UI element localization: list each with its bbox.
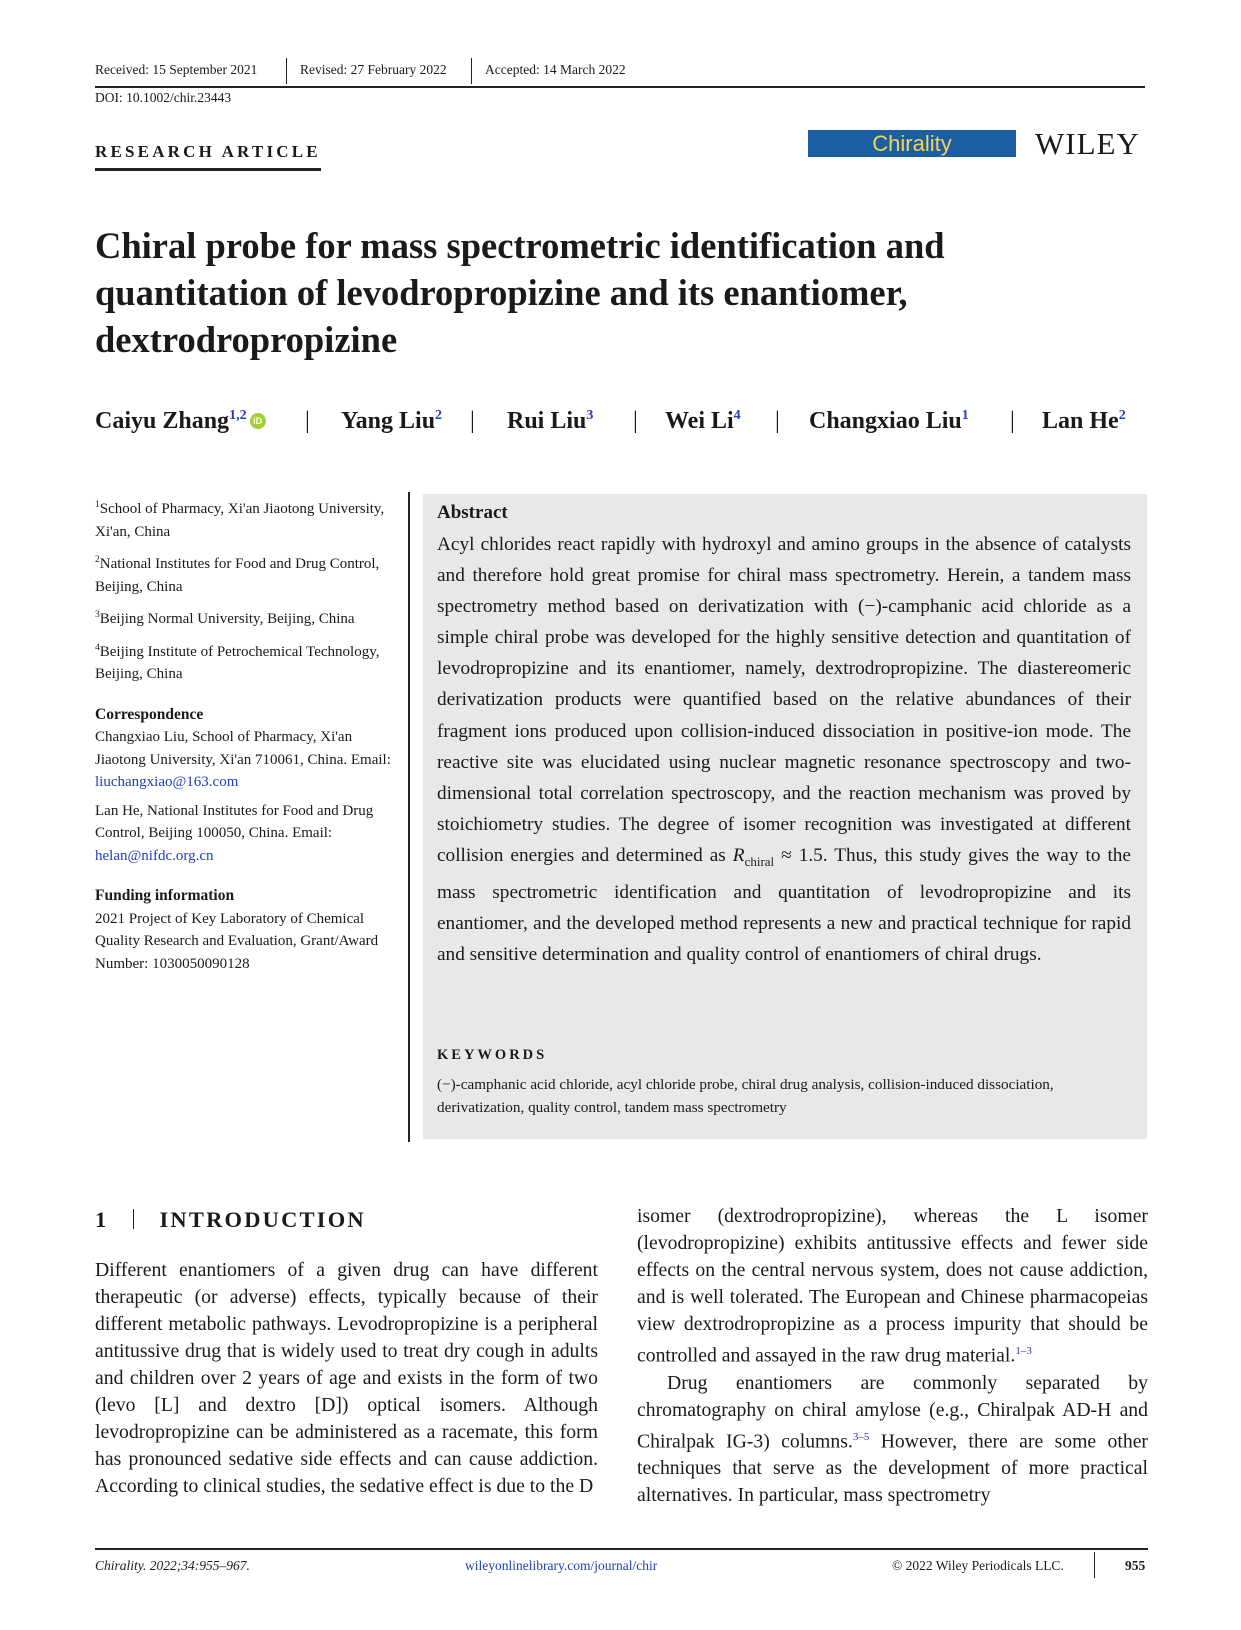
section-number: 1 [95,1207,109,1232]
affiliation: $^2$National Institutes for Food and Drug Control, Beijing, China [95,555,380,595]
footer-divider [1094,1552,1095,1578]
author[interactable]: Rui Liu$^3$ [507,408,594,434]
date-divider [471,58,472,84]
funding-heading: Funding information [95,887,235,904]
title-line: Chiral probe for mass spectrometric identification and [95,225,945,266]
intro-column-2 [637,1203,1148,1509]
affiliation: $^4$Beijing Institute of Petrochemical Technology, Beijing, China [95,642,380,682]
publication-dates [95,58,1145,88]
article-title [95,222,1155,363]
sidebar-info [95,494,395,981]
author-separator: | [633,408,638,434]
affiliation: $^3$Beijing Normal University, Beijing, China [95,610,355,627]
abstract-heading: Abstract [437,502,508,523]
author-separator: | [775,408,780,434]
title-line: dextrodropropizine [95,319,398,360]
citation: Chirality. 2022;34:955–967. [95,1558,250,1573]
page-number: 955 [1125,1558,1146,1573]
correspondence-entry: Lan He, National Institutes for Food and Drug Control, Beijing 100050, China. Email: helan@nifdc.org.cn [95,802,374,864]
author-separator: | [470,408,475,434]
keywords-heading: KEYWORDS [437,1047,548,1063]
publisher-logo: WILEY [1035,126,1140,161]
journal-logo: Chirality [808,130,1016,157]
title-line: quantitation of levodropropizine and its enantiomer, [95,272,908,313]
author[interactable]: Changxiao Liu$^1$ [809,408,969,434]
affiliation: $^1$School of Pharmacy, Xi'an Jiaotong University, Xi'an, China [95,500,385,540]
date-divider [286,58,287,84]
article-type: RESEARCH ARTICLE [95,142,321,171]
copyright: © 2022 Wiley Periodicals LLC. [892,1558,1064,1573]
email-link[interactable]: helan@nifdc.org.cn [95,847,214,864]
author-separator: | [305,408,310,434]
section-heading [95,1207,366,1233]
author[interactable]: Yang Liu$^2$ [341,408,443,434]
accepted-date: Accepted: 14 March 2022 [485,62,626,77]
reference-link[interactable]: 1–3 [1015,1345,1032,1357]
intro-column-1: Different enantiomers of a given drug can have different therapeutic (or adverse) effects, typically because of their different metabolic pathways. Levodropropizine is a peripheral antitussive drug that is widely used to treat dry cough in adults and children over 2 years of age and exists in the form of two (levo [L] and dextro [D]) optical isomers. Although levodropropizine can be administered as a racemate, this form has pronounced sedative side effects and can cause addiction. According to clinical studies, the sedative effect is due to the D [95,1259,598,1497]
abstract-box [423,494,1147,1139]
correspondence-entry: Changxiao Liu, School of Pharmacy, Xi'an Jiaotong University, Xi'an 710061, China. Email: liuchangxiao@163.com [95,729,391,790]
author[interactable]: Caiyu Zhang$^{1,2}$ iD [95,408,266,435]
journal-url[interactable]: wileyonlinelibrary.com/journal/chir [465,1558,658,1573]
received-date: Received: 15 September 2021 [95,62,258,77]
orcid-icon[interactable]: iD [250,413,266,429]
paragraph: Drug enantiomers are commonly separated by chromatography on chiral amylose (e.g., Chiralpak AD-H and Chiralpak IG-3) columns.$^{3-5}$ However, there are some other techniques that serve as the development of more practical alternatives. In particular, mass spectrometry [637,1371,1148,1507]
column-divider [408,492,410,1142]
abstract-text: Acyl chlorides react rapidly with hydroxyl and amino groups in the absence of catalysts and therefore hold great promise for chiral mass spectrometry. Herein, a tandem mass spectrometry method based on derivatization with (−)-camphanic acid chloride as a simple chiral probe was developed for the highly sensitive detection and quantitation of levodropropizine and its enantiomer, namely, dextrodropropizine. The diastereomeric derivatization products were quantified based on the relative abundances of their fragment ions produced upon collision-induced dissociation in positive-ion mode. The reactive site was elucidated using nuclear magnetic resonance spectroscopy and two-dimensional total correlation spectroscopy, and the reaction mechanism was proved by stoichiometry studies. The degree of isomer recognition was investigated at different collision energies and determined as $R_{chiral} \approx 1.5$. Thus, this study gives the way to the mass spectrometric identification and quantitation of levodropropizine and its enantiomer, and the developed method represents a new and practical technique for rapid and sensitive determination and quality control of enantiomers of chiral drugs. [437,534,1131,966]
reference-link[interactable]: 3–5 [852,1430,870,1443]
paragraph: isomer (dextrodropropizine), whereas the L isomer (levodropropizine) exhibits antitussive effects and fewer side effects on the central nervous system, does not cause addiction, and is well tolerated. The European and Chinese pharmacopeias view dextrodropropizine as a process impurity that should be controlled and assayed in the raw drug material.$^{1-3}$ [637,1205,1148,1367]
section-title: INTRODUCTION [159,1207,366,1232]
doi[interactable]: DOI: 10.1002/chir.23443 [95,90,232,105]
keywords: (−)-camphanic acid chloride, acyl chloride probe, chiral drug analysis, collision-induced dissociation, derivatization, quality control, tandem mass spectrometry [437,1076,1054,1116]
author[interactable]: Lan He$^2$ [1042,408,1126,434]
funding-text: 2021 Project of Key Laboratory of Chemical Quality Research and Evaluation, Grant/Award Number: 1030050090128 [95,910,379,972]
revised-date: Revised: 27 February 2022 [300,62,447,77]
author-separator: | [1010,408,1015,434]
correspondence-heading: Correspondence [95,705,204,723]
footer-rule [95,1548,1148,1550]
email-link[interactable]: liuchangxiao@163.com [95,774,239,790]
author-list [95,408,1155,442]
heading-divider [133,1209,134,1229]
author[interactable]: Wei Li$^4$ [665,408,741,434]
